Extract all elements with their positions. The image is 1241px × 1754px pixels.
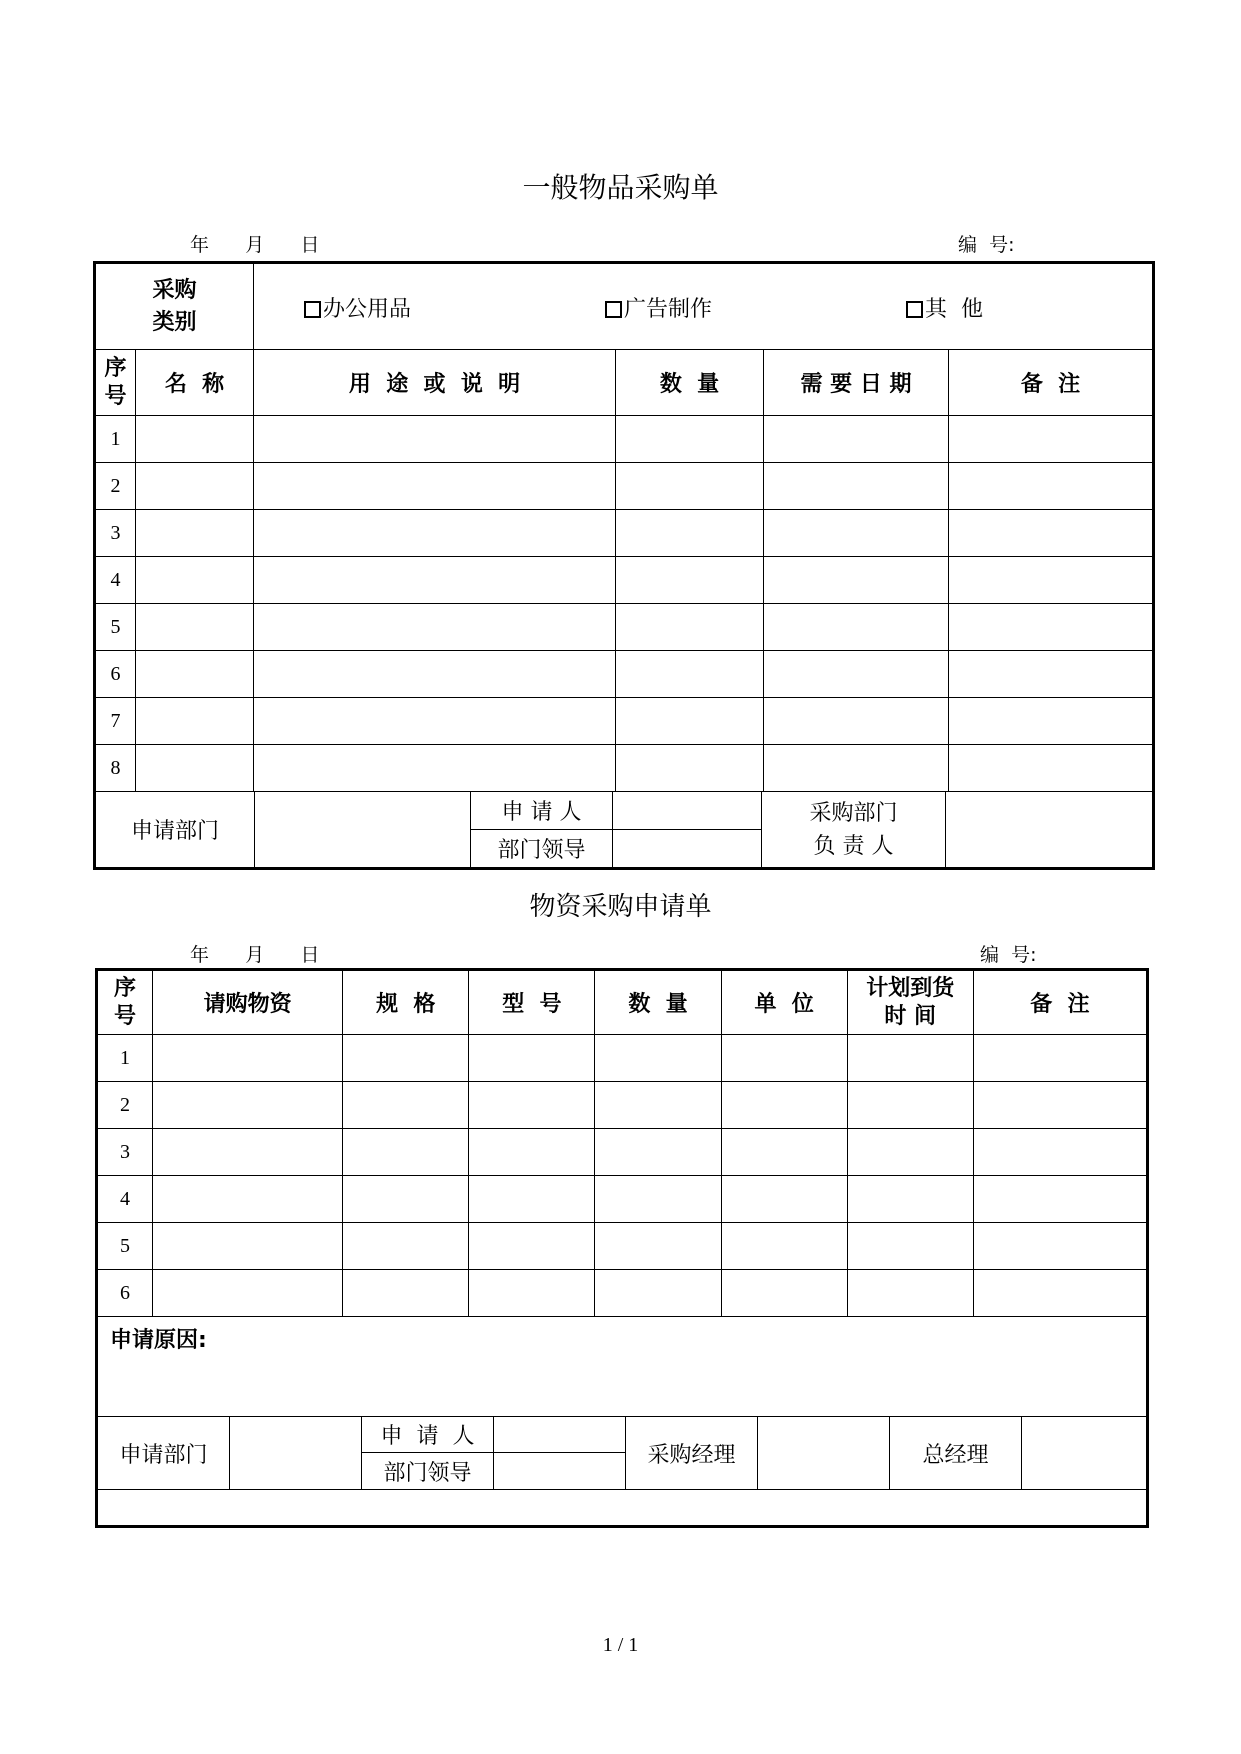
- leader-label: 部门领导: [471, 830, 613, 867]
- goods-cell[interactable]: [153, 1176, 343, 1223]
- option-office-supplies[interactable]: 办公用品: [304, 292, 411, 323]
- dept-label: 申请部门: [98, 1417, 230, 1489]
- goods-cell[interactable]: [153, 1082, 343, 1129]
- spec-cell[interactable]: [343, 1176, 469, 1223]
- arrival-cell[interactable]: [847, 1270, 973, 1317]
- remarks-cell[interactable]: [973, 1270, 1147, 1317]
- purchase-manager-value-cell[interactable]: [758, 1417, 890, 1489]
- header-quantity: 数 量: [616, 350, 764, 416]
- leader-label: 部门领导: [362, 1453, 494, 1489]
- applicant-value-cell[interactable]: [613, 792, 762, 830]
- table-row: [95, 698, 1154, 745]
- date-cell[interactable]: [764, 510, 949, 557]
- remarks-cell[interactable]: [949, 510, 1154, 557]
- quantity-cell[interactable]: [616, 698, 764, 745]
- row-number: 1: [95, 416, 136, 463]
- header-required-date: 需 要 日 期: [764, 350, 949, 416]
- form2-header-row: [97, 970, 1148, 1035]
- name-cell[interactable]: [136, 745, 254, 792]
- header-seq: 序 号: [95, 350, 136, 416]
- category-label: 采购 类别: [95, 263, 254, 350]
- header-arrival-time: 计划到货 时 间: [847, 970, 973, 1035]
- table-row: [95, 604, 1154, 651]
- table-row: [95, 651, 1154, 698]
- usage-cell[interactable]: [254, 604, 616, 651]
- arrival-cell[interactable]: [847, 1035, 973, 1082]
- usage-cell[interactable]: [254, 557, 616, 604]
- date-cell[interactable]: [764, 463, 949, 510]
- row-number: 5: [95, 604, 136, 651]
- quantity-cell[interactable]: [595, 1082, 721, 1129]
- arrival-cell[interactable]: [847, 1129, 973, 1176]
- applicant-label: 申 请 人: [362, 1417, 494, 1453]
- purchase-manager-label: 采购经理: [626, 1417, 758, 1489]
- table-row: [97, 1035, 1148, 1082]
- quantity-cell[interactable]: [616, 463, 764, 510]
- row-number: 5: [97, 1223, 153, 1270]
- form1-header-row: [95, 350, 1154, 416]
- quantity-cell[interactable]: [595, 1129, 721, 1176]
- model-cell[interactable]: [469, 1176, 595, 1223]
- quantity-cell[interactable]: [616, 416, 764, 463]
- form2-table: [95, 968, 1149, 1528]
- table-row: [97, 1223, 1148, 1270]
- unit-cell[interactable]: [721, 1223, 847, 1270]
- remarks-cell[interactable]: [949, 745, 1154, 792]
- quantity-cell[interactable]: [595, 1035, 721, 1082]
- name-cell[interactable]: [136, 463, 254, 510]
- model-cell[interactable]: [469, 1129, 595, 1176]
- purchase-dept-label: 采购部门 负 责 人: [762, 792, 946, 867]
- quantity-cell[interactable]: [595, 1223, 721, 1270]
- table-row: [95, 463, 1154, 510]
- remarks-cell[interactable]: [973, 1129, 1147, 1176]
- remarks-cell[interactable]: [949, 651, 1154, 698]
- applicant-value-cell[interactable]: [494, 1417, 626, 1453]
- form1-title: 一般物品采购单: [522, 171, 719, 204]
- table-row: [95, 510, 1154, 557]
- unit-cell[interactable]: [721, 1176, 847, 1223]
- remarks-cell[interactable]: [949, 416, 1154, 463]
- page-number: 1 / 1: [602, 1634, 639, 1656]
- row-number: 8: [95, 745, 136, 792]
- remarks-cell[interactable]: [973, 1223, 1147, 1270]
- form1-date-label: 年 月 日: [190, 234, 320, 256]
- table-row: [95, 416, 1154, 463]
- option-other[interactable]: 其 他: [906, 292, 983, 323]
- header-remarks: 备 注: [973, 970, 1147, 1035]
- arrival-cell[interactable]: [847, 1176, 973, 1223]
- usage-cell[interactable]: [254, 416, 616, 463]
- unit-cell[interactable]: [721, 1082, 847, 1129]
- goods-cell[interactable]: [153, 1223, 343, 1270]
- applicant-label: 申 请 人: [471, 792, 613, 830]
- remarks-cell[interactable]: [973, 1176, 1147, 1223]
- remarks-cell[interactable]: [949, 698, 1154, 745]
- option-advertising[interactable]: 广告制作: [605, 292, 712, 323]
- row-number: 2: [95, 463, 136, 510]
- general-manager-label: 总经理: [890, 1417, 1022, 1489]
- row-number: 4: [97, 1176, 153, 1223]
- date-cell[interactable]: [764, 745, 949, 792]
- remarks-cell[interactable]: [949, 604, 1154, 651]
- row-number: 4: [95, 557, 136, 604]
- row-number: 3: [95, 510, 136, 557]
- form2-signature-row: [97, 1417, 1148, 1490]
- date-cell[interactable]: [764, 604, 949, 651]
- unit-cell[interactable]: [721, 1129, 847, 1176]
- dept-value-cell[interactable]: [255, 792, 471, 867]
- category-options: [254, 263, 1154, 350]
- goods-cell[interactable]: [153, 1035, 343, 1082]
- row-number: 6: [97, 1270, 153, 1317]
- model-cell[interactable]: [469, 1270, 595, 1317]
- header-quantity: 数 量: [595, 970, 721, 1035]
- form1-number-label: 编 号:: [958, 234, 1015, 256]
- name-cell[interactable]: [136, 604, 254, 651]
- checkbox-icon[interactable]: [304, 301, 321, 318]
- quantity-cell[interactable]: [616, 745, 764, 792]
- header-unit: 单 位: [721, 970, 847, 1035]
- quantity-cell[interactable]: [616, 604, 764, 651]
- quantity-cell[interactable]: [595, 1270, 721, 1317]
- header-spec: 规 格: [343, 970, 469, 1035]
- category-row: [95, 263, 1154, 350]
- remarks-cell[interactable]: [973, 1082, 1147, 1129]
- model-cell[interactable]: [469, 1035, 595, 1082]
- quantity-cell[interactable]: [616, 651, 764, 698]
- goods-cell[interactable]: [153, 1129, 343, 1176]
- header-remarks: 备 注: [949, 350, 1154, 416]
- form2-number-label: 编 号:: [980, 944, 1037, 966]
- spec-cell[interactable]: [343, 1270, 469, 1317]
- usage-cell[interactable]: [254, 698, 616, 745]
- form2-title: 物资采购申请单: [529, 892, 712, 922]
- name-cell[interactable]: [136, 510, 254, 557]
- quantity-cell[interactable]: [616, 510, 764, 557]
- form2-date-label: 年 月 日: [190, 944, 320, 966]
- remarks-cell[interactable]: [949, 557, 1154, 604]
- purchase-dept-value-cell[interactable]: [946, 792, 1149, 867]
- form1-signature-row: [95, 792, 1154, 869]
- row-number: 2: [97, 1082, 153, 1129]
- header-model: 型 号: [469, 970, 595, 1035]
- reason-row: [97, 1317, 1148, 1417]
- dept-label: 申请部门: [96, 792, 255, 867]
- row-number: 3: [97, 1129, 153, 1176]
- leader-value-cell[interactable]: [494, 1453, 626, 1489]
- form1-table: [93, 261, 1155, 870]
- checkbox-icon[interactable]: [605, 301, 622, 318]
- table-row: [97, 1129, 1148, 1176]
- date-cell[interactable]: [764, 416, 949, 463]
- arrival-cell[interactable]: [847, 1223, 973, 1270]
- blank-cell[interactable]: [97, 1490, 1148, 1527]
- name-cell[interactable]: [136, 651, 254, 698]
- usage-cell[interactable]: [254, 745, 616, 792]
- row-number: 1: [97, 1035, 153, 1082]
- table-row: [97, 1270, 1148, 1317]
- name-cell[interactable]: [136, 698, 254, 745]
- model-cell[interactable]: [469, 1223, 595, 1270]
- table-row: [95, 557, 1154, 604]
- usage-cell[interactable]: [254, 510, 616, 557]
- unit-cell[interactable]: [721, 1035, 847, 1082]
- name-cell[interactable]: [136, 416, 254, 463]
- row-number: 6: [95, 651, 136, 698]
- header-seq: 序 号: [97, 970, 153, 1035]
- leader-value-cell[interactable]: [613, 830, 762, 867]
- table-row: [95, 745, 1154, 792]
- checkbox-icon[interactable]: [906, 301, 923, 318]
- reason-label[interactable]: 申请原因:: [97, 1317, 1148, 1417]
- spec-cell[interactable]: [343, 1082, 469, 1129]
- usage-cell[interactable]: [254, 463, 616, 510]
- usage-cell[interactable]: [254, 651, 616, 698]
- arrival-cell[interactable]: [847, 1082, 973, 1129]
- remarks-cell[interactable]: [949, 463, 1154, 510]
- date-cell[interactable]: [764, 557, 949, 604]
- table-row: [97, 1176, 1148, 1223]
- table-row: [97, 1082, 1148, 1129]
- row-number: 7: [95, 698, 136, 745]
- header-name: 名 称: [136, 350, 254, 416]
- general-manager-value-cell[interactable]: [1022, 1417, 1152, 1489]
- remarks-cell[interactable]: [973, 1035, 1147, 1082]
- header-requested-goods: 请购物资: [153, 970, 343, 1035]
- unit-cell[interactable]: [721, 1270, 847, 1317]
- header-usage: 用 途 或 说 明: [254, 350, 616, 416]
- name-cell[interactable]: [136, 557, 254, 604]
- date-cell[interactable]: [764, 698, 949, 745]
- spec-cell[interactable]: [343, 1223, 469, 1270]
- model-cell[interactable]: [469, 1082, 595, 1129]
- quantity-cell[interactable]: [616, 557, 764, 604]
- date-cell[interactable]: [764, 651, 949, 698]
- goods-cell[interactable]: [153, 1270, 343, 1317]
- spec-cell[interactable]: [343, 1129, 469, 1176]
- quantity-cell[interactable]: [595, 1176, 721, 1223]
- dept-value-cell[interactable]: [230, 1417, 362, 1489]
- spec-cell[interactable]: [343, 1035, 469, 1082]
- form2-blank-row: [97, 1490, 1148, 1527]
